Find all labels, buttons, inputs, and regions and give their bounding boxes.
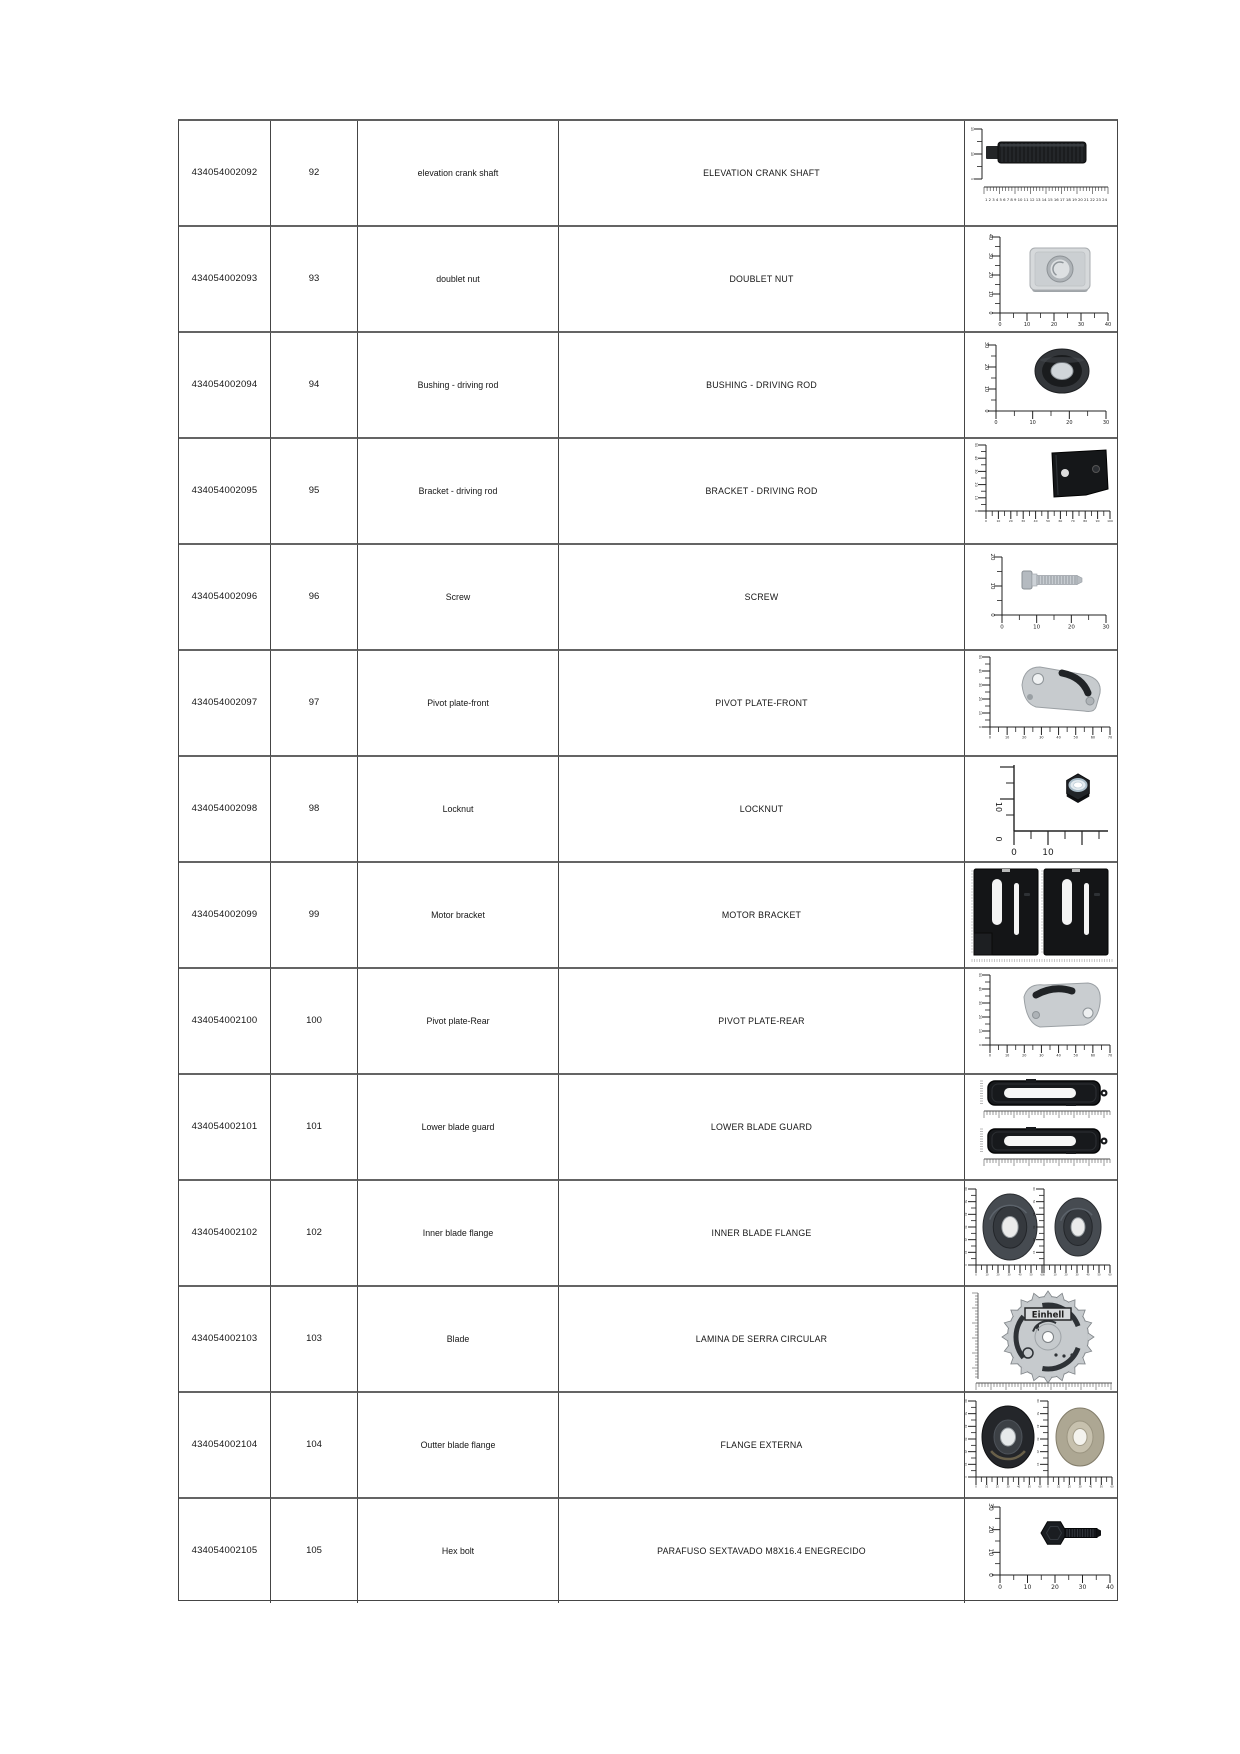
svg-text:20: 20 — [1067, 624, 1075, 631]
svg-text:Einhell: Einhell — [1031, 1310, 1065, 1321]
svg-text:10: 10 — [974, 495, 978, 500]
description-caps-cell: ELEVATION CRANK SHAFT — [559, 121, 965, 227]
svg-text:20: 20 — [1008, 519, 1013, 523]
lower-blade-guard-photo — [966, 1075, 1116, 1179]
svg-text:20: 20 — [964, 1238, 967, 1242]
part-image-cell — [965, 121, 1117, 227]
svg-text:60: 60 — [1090, 735, 1096, 740]
svg-text:10: 10 — [970, 151, 974, 157]
svg-text:10: 10 — [985, 1485, 989, 1489]
svg-text:30: 30 — [1102, 420, 1110, 426]
svg-text:60: 60 — [1110, 1485, 1114, 1489]
position-cell: 97 — [271, 651, 358, 757]
description-cell: Hex bolt — [358, 1499, 559, 1603]
svg-text:30: 30 — [964, 1437, 967, 1441]
description-cell: Motor bracket — [358, 863, 559, 969]
svg-text:30: 30 — [978, 1000, 982, 1006]
part-image-cell — [965, 439, 1117, 545]
svg-text:40: 40 — [1089, 1485, 1093, 1489]
svg-text:0: 0 — [975, 1273, 977, 1277]
svg-text:0: 0 — [1032, 1264, 1035, 1266]
svg-text:10: 10 — [989, 582, 995, 590]
part-number-cell: 434054002104 — [179, 1393, 271, 1499]
part-image-cell — [965, 1181, 1117, 1287]
svg-text:20: 20 — [978, 696, 982, 702]
part-image-cell — [965, 1499, 1117, 1603]
part-number-cell: 434054002103 — [179, 1287, 271, 1393]
svg-text:10: 10 — [1053, 1273, 1057, 1277]
svg-text:50: 50 — [1036, 1412, 1039, 1416]
svg-text:30: 30 — [983, 341, 989, 349]
hex-bolt-photo — [966, 1499, 1116, 1603]
svg-text:30: 30 — [1078, 1584, 1087, 1591]
circular-saw-blade-photo — [966, 1287, 1116, 1391]
position-cell: 104 — [271, 1393, 358, 1499]
svg-text:60: 60 — [1040, 1273, 1044, 1277]
svg-text:10: 10 — [1042, 848, 1054, 858]
description-cell: Locknut — [358, 757, 559, 863]
svg-text:10: 10 — [978, 1028, 982, 1034]
svg-text:30: 30 — [1075, 1273, 1079, 1277]
svg-text:30: 30 — [1102, 624, 1110, 631]
svg-text:60: 60 — [1038, 1485, 1042, 1489]
part-image-cell — [965, 1287, 1117, 1393]
svg-text:20: 20 — [1036, 1450, 1039, 1454]
svg-text:15: 15 — [970, 126, 974, 132]
svg-text:20: 20 — [964, 1450, 967, 1454]
position-cell: 92 — [271, 121, 358, 227]
svg-text:40: 40 — [1017, 1485, 1021, 1489]
svg-text:10: 10 — [1057, 1485, 1061, 1489]
svg-text:0: 0 — [988, 1053, 992, 1058]
svg-text:5: 5 — [970, 177, 974, 181]
position-cell: 100 — [271, 969, 358, 1075]
position-cell: 99 — [271, 863, 358, 969]
svg-text:90: 90 — [1095, 519, 1100, 523]
svg-text:10: 10 — [996, 519, 1001, 523]
description-cell: Screw — [358, 545, 559, 651]
svg-text:30: 30 — [1077, 322, 1085, 328]
part-image-cell — [965, 1075, 1117, 1181]
svg-text:60: 60 — [1036, 1399, 1039, 1403]
svg-text:60: 60 — [1090, 1053, 1096, 1058]
position-cell: 96 — [271, 545, 358, 651]
position-cell: 102 — [271, 1181, 358, 1287]
svg-text:40: 40 — [1056, 1053, 1061, 1058]
svg-text:0: 0 — [974, 509, 978, 513]
svg-text:70: 70 — [1070, 519, 1075, 523]
svg-text:0: 0 — [978, 725, 982, 729]
svg-text:10: 10 — [987, 290, 993, 298]
svg-text:20: 20 — [983, 363, 989, 371]
svg-text:20: 20 — [1032, 1238, 1035, 1242]
svg-text:20: 20 — [1051, 1584, 1059, 1591]
svg-text:50: 50 — [1099, 1485, 1103, 1489]
description-cell: Bushing - driving rod — [358, 333, 559, 439]
description-caps-cell: INNER BLADE FLANGE — [559, 1181, 965, 1287]
svg-text:10: 10 — [994, 801, 1003, 813]
svg-text:0: 0 — [998, 322, 1002, 328]
description-cell: Inner blade flange — [358, 1181, 559, 1287]
svg-text:50: 50 — [1029, 1273, 1033, 1277]
part-number-cell: 434054002096 — [179, 545, 271, 651]
description-caps-cell: SCREW — [559, 545, 965, 651]
part-number-cell: 434054002100 — [179, 969, 271, 1075]
svg-text:60: 60 — [1108, 1273, 1112, 1277]
elevation-crank-shaft-photo — [966, 121, 1116, 225]
description-cell: Pivot plate-front — [358, 651, 559, 757]
svg-text:0: 0 — [1000, 624, 1004, 631]
svg-text:0: 0 — [1047, 1485, 1049, 1489]
svg-text:0: 0 — [987, 1573, 994, 1577]
locknut-photo — [966, 757, 1116, 861]
position-cell: 93 — [271, 227, 358, 333]
svg-text:30: 30 — [1036, 1437, 1039, 1441]
svg-text:10: 10 — [1029, 420, 1036, 426]
svg-text:10: 10 — [1023, 322, 1031, 328]
svg-text:0: 0 — [989, 613, 995, 617]
svg-text:100: 100 — [1107, 519, 1113, 523]
svg-text:0: 0 — [998, 1584, 1002, 1591]
description-cell: doublet nut — [358, 227, 559, 333]
svg-text:10: 10 — [987, 1548, 994, 1557]
pivot-plate-rear-photo — [966, 969, 1116, 1073]
svg-text:0: 0 — [964, 1476, 967, 1478]
part-image-cell — [965, 863, 1117, 969]
svg-text:10: 10 — [1032, 1250, 1035, 1254]
svg-text:50: 50 — [1097, 1273, 1101, 1277]
part-number-cell: 434054002092 — [179, 121, 271, 227]
svg-text:40: 40 — [1018, 1273, 1022, 1277]
svg-text:60: 60 — [964, 1187, 967, 1191]
svg-text:20: 20 — [989, 553, 995, 561]
screw-photo — [966, 545, 1116, 649]
svg-text:70: 70 — [1107, 1053, 1113, 1058]
svg-text:10: 10 — [964, 1462, 967, 1466]
outer-blade-flange-photo — [966, 1393, 1116, 1497]
part-image-cell — [965, 545, 1117, 651]
description-caps-cell: DOUBLET NUT — [559, 227, 965, 333]
doublet-nut-photo — [966, 227, 1116, 331]
description-cell: Blade — [358, 1287, 559, 1393]
svg-text:0: 0 — [983, 409, 989, 413]
svg-text:40: 40 — [964, 1212, 967, 1216]
description-caps-cell: PIVOT PLATE-REAR — [559, 969, 965, 1075]
svg-text:30: 30 — [1007, 1273, 1011, 1277]
svg-text:40: 40 — [964, 1424, 967, 1428]
position-cell: 95 — [271, 439, 358, 545]
description-cell: Pivot plate-Rear — [358, 969, 559, 1075]
svg-text:50: 50 — [978, 972, 982, 978]
svg-text:0: 0 — [1011, 848, 1017, 858]
svg-text:40: 40 — [1056, 735, 1061, 740]
svg-text:40: 40 — [1036, 1424, 1039, 1428]
svg-text:40: 40 — [1033, 519, 1038, 523]
part-number-cell: 434054002093 — [179, 227, 271, 333]
svg-text:50: 50 — [964, 1412, 967, 1416]
svg-text:20: 20 — [978, 1014, 982, 1020]
svg-text:30: 30 — [978, 682, 982, 688]
svg-text:40: 40 — [978, 986, 982, 992]
svg-text:40: 40 — [1086, 1273, 1090, 1277]
svg-text:30: 30 — [1032, 1225, 1035, 1229]
svg-text:10: 10 — [1004, 735, 1010, 740]
description-caps-cell: FLANGE EXTERNA — [559, 1393, 965, 1499]
svg-text:0: 0 — [985, 519, 987, 523]
description-cell: elevation crank shaft — [358, 121, 559, 227]
part-image-cell — [965, 1393, 1117, 1499]
part-image-cell — [965, 333, 1117, 439]
svg-text:10: 10 — [1036, 1462, 1039, 1466]
svg-text:50: 50 — [1032, 1200, 1035, 1204]
svg-text:30: 30 — [1039, 735, 1044, 740]
svg-text:0: 0 — [964, 1264, 967, 1266]
svg-text:20: 20 — [995, 1485, 999, 1489]
description-caps-cell: LOCKNUT — [559, 757, 965, 863]
svg-text:40: 40 — [1106, 1584, 1114, 1591]
svg-text:10: 10 — [1004, 1053, 1010, 1058]
description-caps-cell: PIVOT PLATE-FRONT — [559, 651, 965, 757]
pivot-plate-front-photo — [966, 651, 1116, 755]
svg-text:0: 0 — [994, 420, 998, 426]
part-number-cell: 434054002099 — [179, 863, 271, 969]
svg-text:40: 40 — [978, 668, 982, 674]
svg-text:10: 10 — [985, 1273, 989, 1277]
svg-text:50: 50 — [964, 1200, 967, 1204]
svg-text:30: 30 — [1006, 1485, 1010, 1489]
svg-text:50: 50 — [1073, 735, 1078, 740]
svg-text:20: 20 — [1066, 420, 1073, 426]
svg-text:0: 0 — [994, 836, 1003, 842]
svg-text:10: 10 — [1033, 624, 1041, 631]
svg-text:80: 80 — [1083, 519, 1088, 523]
svg-text:10: 10 — [978, 710, 982, 716]
svg-text:20: 20 — [987, 271, 993, 279]
part-number-cell: 434054002094 — [179, 333, 271, 439]
svg-text:60: 60 — [1032, 1187, 1035, 1191]
position-cell: 105 — [271, 1499, 358, 1603]
svg-text:0: 0 — [1043, 1273, 1045, 1277]
part-number-cell: 434054002101 — [179, 1075, 271, 1181]
svg-text:40: 40 — [1104, 322, 1112, 328]
description-caps-cell: LOWER BLADE GUARD — [559, 1075, 965, 1181]
part-number-cell: 434054002105 — [179, 1499, 271, 1603]
svg-text:10: 10 — [1023, 1584, 1032, 1591]
svg-text:50: 50 — [1046, 519, 1050, 523]
svg-text:0: 0 — [975, 1485, 977, 1489]
description-cell: Lower blade guard — [358, 1075, 559, 1181]
part-number-cell: 434054002095 — [179, 439, 271, 545]
description-caps-cell: BUSHING - DRIVING ROD — [559, 333, 965, 439]
position-cell: 101 — [271, 1075, 358, 1181]
description-cell: Bracket - driving rod — [358, 439, 559, 545]
svg-text:1 2 3 4 5 6 7 8 9 10 11 12 13: 1 2 3 4 5 6 7 8 9 10 11 12 13 14 15 16 17 18 19 20 21 22 23 24 — [985, 198, 1107, 202]
svg-text:70: 70 — [1107, 735, 1113, 740]
svg-text:30: 30 — [987, 252, 993, 260]
svg-text:30: 30 — [974, 469, 978, 474]
inner-blade-flange-photo — [966, 1181, 1116, 1285]
svg-text:10: 10 — [983, 385, 989, 393]
svg-text:0: 0 — [978, 1043, 982, 1047]
part-image-cell — [965, 757, 1117, 863]
svg-text:20: 20 — [996, 1273, 1000, 1277]
svg-text:30: 30 — [987, 1503, 994, 1511]
description-caps-cell: PARAFUSO SEXTAVADO M8X16.4 ENEGRECIDO — [559, 1499, 965, 1603]
svg-text:60: 60 — [1058, 519, 1063, 523]
description-caps-cell: BRACKET - DRIVING ROD — [559, 439, 965, 545]
bracket-driving-rod-photo — [966, 439, 1116, 543]
svg-text:50: 50 — [1027, 1485, 1031, 1489]
part-number-cell: 434054002097 — [179, 651, 271, 757]
svg-text:30: 30 — [1078, 1485, 1082, 1489]
svg-text:20: 20 — [1022, 1053, 1027, 1058]
svg-text:20: 20 — [1050, 322, 1058, 328]
svg-text:30: 30 — [964, 1225, 967, 1229]
svg-text:40: 40 — [987, 233, 993, 241]
svg-text:20: 20 — [1022, 735, 1027, 740]
svg-text:0: 0 — [1036, 1476, 1039, 1478]
svg-text:20: 20 — [974, 482, 978, 487]
part-image-cell — [965, 969, 1117, 1075]
part-image-cell — [965, 227, 1117, 333]
part-number-cell: 434054002102 — [179, 1181, 271, 1287]
svg-text:30: 30 — [1021, 519, 1026, 523]
svg-text:0: 0 — [987, 311, 993, 315]
svg-text:50: 50 — [978, 654, 982, 660]
description-caps-cell: LAMINA DE SERRA CIRCULAR — [559, 1287, 965, 1393]
motor-bracket-photo — [966, 863, 1116, 967]
position-cell: 103 — [271, 1287, 358, 1393]
svg-text:0: 0 — [988, 735, 992, 740]
bushing-driving-rod-photo — [966, 333, 1116, 437]
svg-text:20: 20 — [1064, 1273, 1068, 1277]
svg-text:30: 30 — [1039, 1053, 1044, 1058]
part-image-cell — [965, 651, 1117, 757]
description-caps-cell: MOTOR BRACKET — [559, 863, 965, 969]
svg-text:10: 10 — [964, 1250, 967, 1254]
parts-table — [178, 119, 1118, 1601]
position-cell: 98 — [271, 757, 358, 863]
description-cell: Outter blade flange — [358, 1393, 559, 1499]
svg-text:50: 50 — [1073, 1053, 1078, 1058]
part-number-cell: 434054002098 — [179, 757, 271, 863]
svg-text:60: 60 — [964, 1399, 967, 1403]
svg-text:20: 20 — [987, 1525, 994, 1534]
svg-text:50: 50 — [974, 442, 978, 448]
svg-text:20: 20 — [1067, 1485, 1071, 1489]
svg-text:40: 40 — [1032, 1212, 1035, 1216]
svg-text:40: 40 — [974, 456, 978, 461]
position-cell: 94 — [271, 333, 358, 439]
